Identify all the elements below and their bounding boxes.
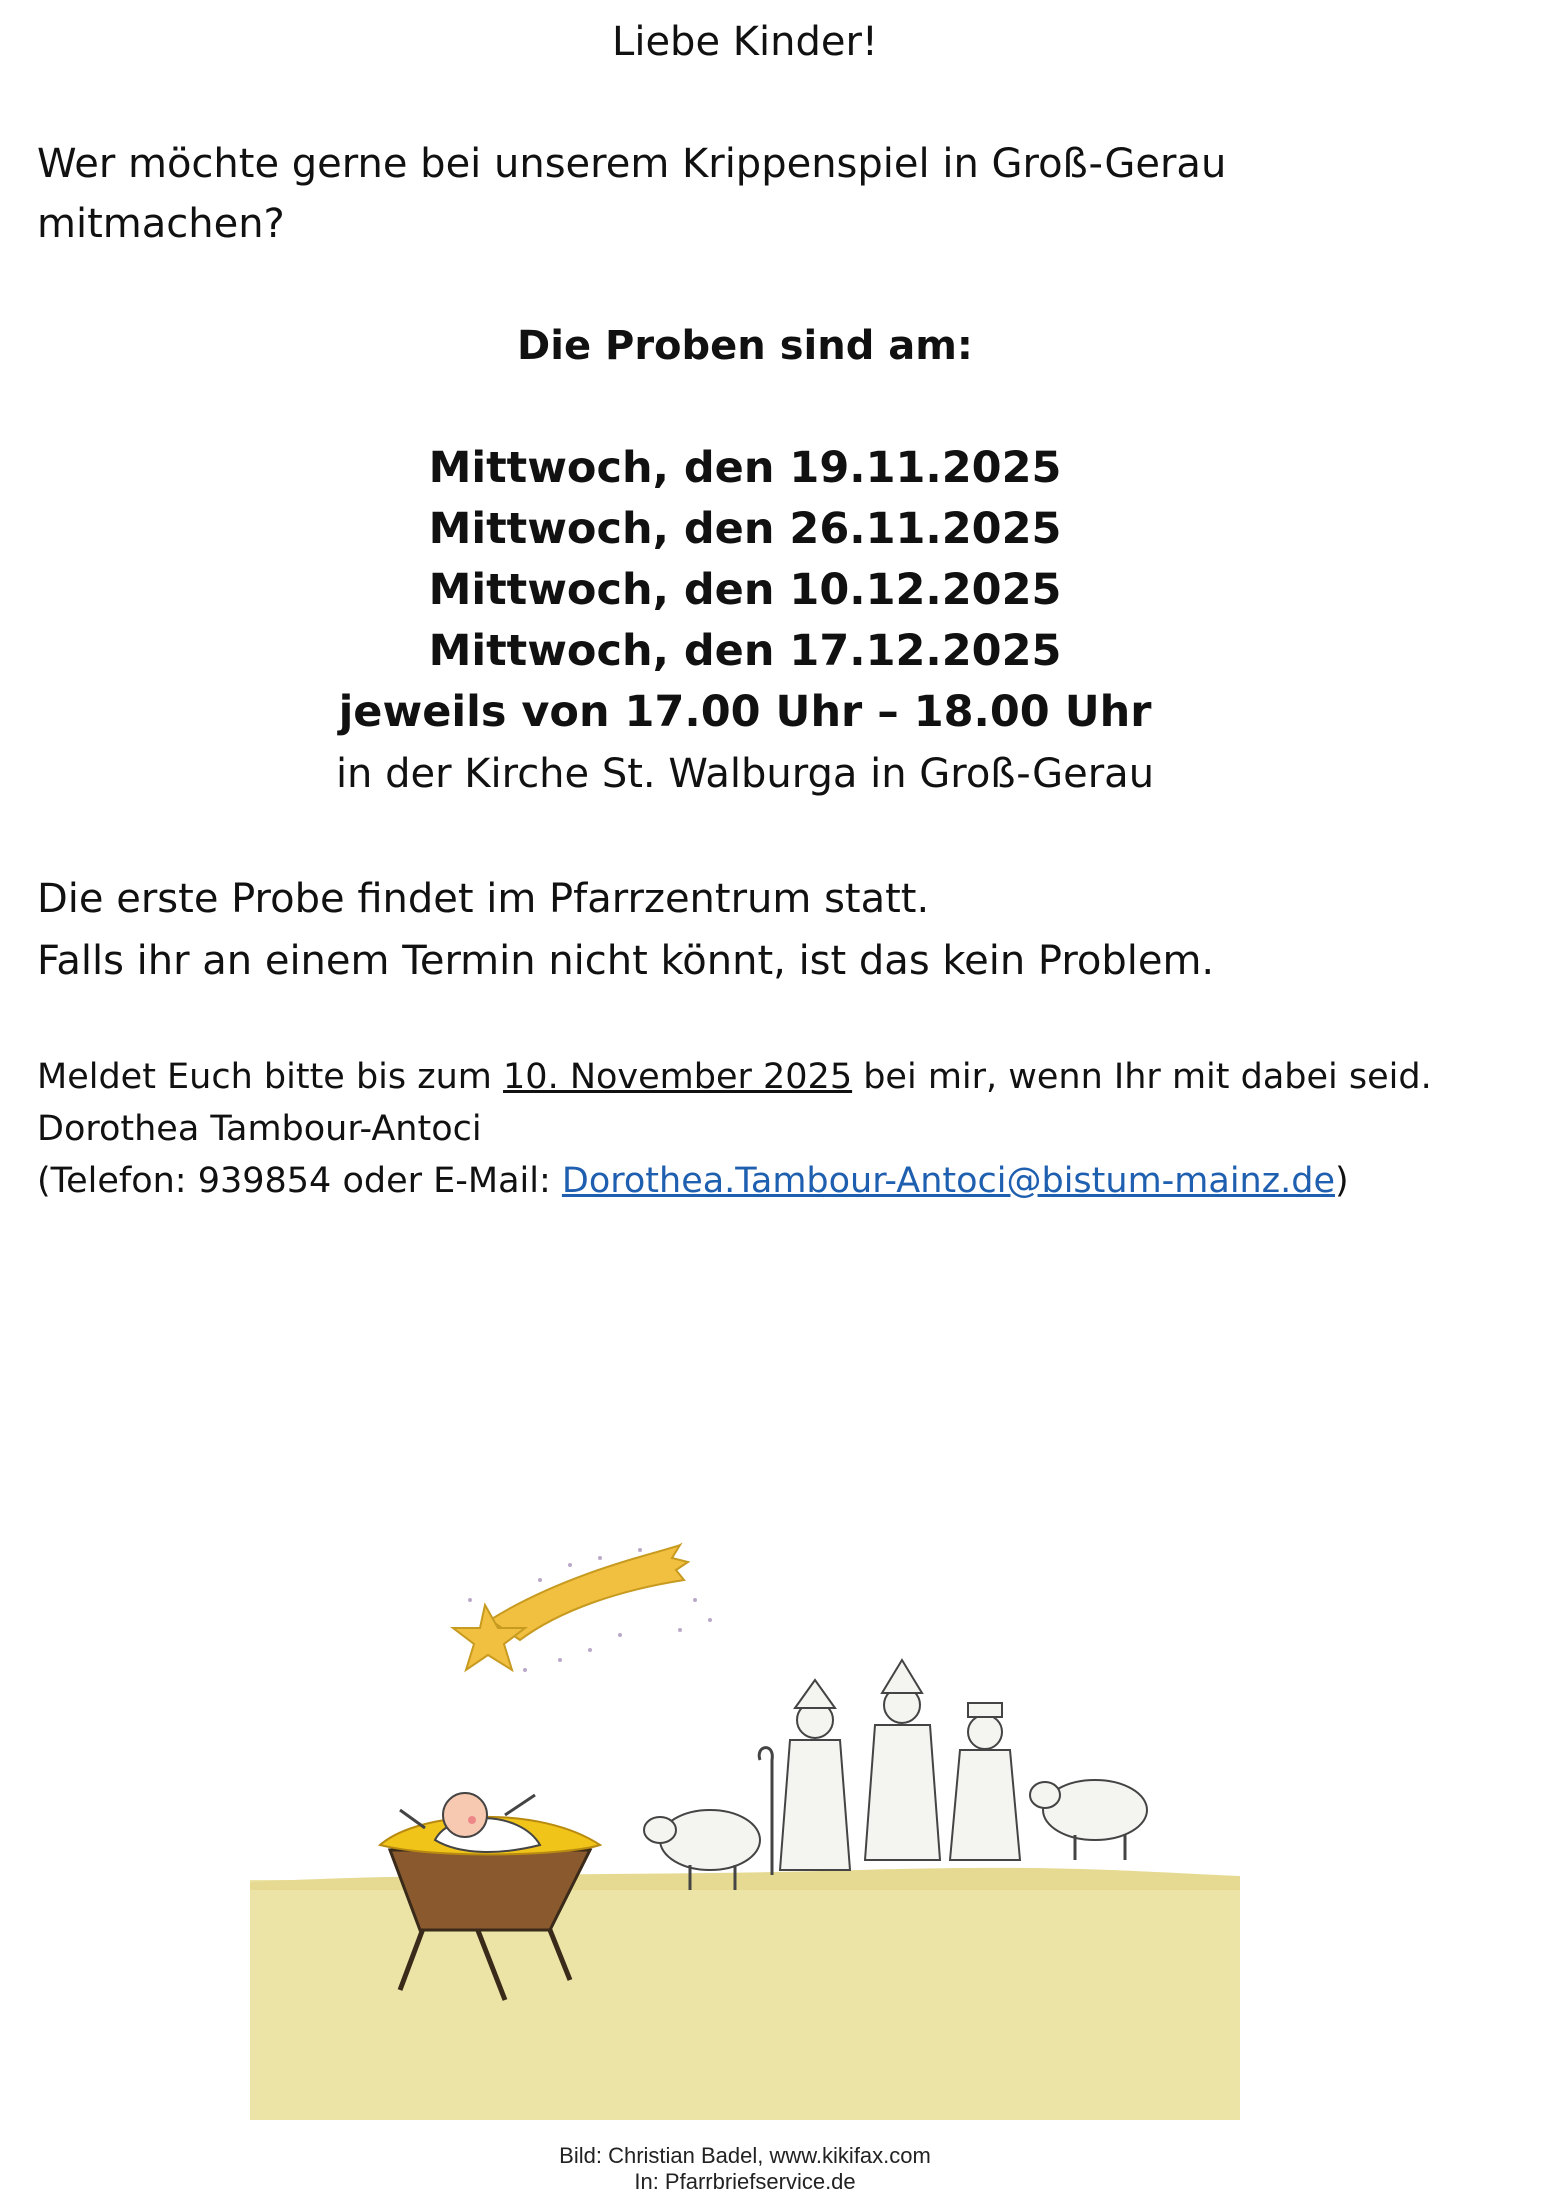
greeting: Liebe Kinder! — [612, 19, 878, 65]
contact-phone-text: (Telefon: 939854 oder E-Mail: — [37, 1161, 562, 1201]
image-credit-line-1: Bild: Christian Badel, www.kikifax.com — [559, 2143, 931, 2168]
registration-line — [37, 1055, 1432, 1099]
image-credit-line-2: In: Pfarrbriefservice.de — [634, 2169, 856, 2194]
registration-text-before: Meldet Euch bitte bis zum — [37, 1057, 504, 1097]
sheep-icon — [1030, 1780, 1147, 1860]
rehearsal-date: Mittwoch, den 10.12.2025 — [428, 565, 1062, 615]
rehearsal-date: Mittwoch, den 17.12.2025 — [428, 626, 1062, 676]
rehearsal-time: jeweils von 17.00 Uhr – 18.00 Uhr — [338, 687, 1152, 737]
shepherd-icon — [950, 1703, 1020, 1860]
rehearsal-date: Mittwoch, den 26.11.2025 — [428, 504, 1062, 554]
question-line-2: mitmachen? — [37, 201, 285, 247]
note-missing-dates: Falls ihr an einem Termin nicht könnt, ist das kein Problem. — [37, 938, 1215, 984]
nativity-scene-illustration — [240, 1510, 1250, 2120]
shepherd-icon — [759, 1680, 850, 1875]
ground — [250, 1880, 1240, 2120]
shepherd-icon — [865, 1660, 940, 1860]
rehearsal-location: in der Kirche St. Walburga in Groß-Gerau — [335, 751, 1155, 797]
star-icon — [453, 1545, 712, 1672]
rehearsal-date: Mittwoch, den 19.11.2025 — [428, 443, 1062, 493]
contact-name: Dorothea Tambour-Antoci — [37, 1109, 482, 1149]
contact-closing-paren: ) — [1334, 1161, 1349, 1201]
registration-text-after: bei mir, wenn Ihr mit dabei seid. — [852, 1057, 1432, 1097]
note-first-rehearsal: Die erste Probe findet im Pfarrzentrum statt. — [37, 876, 930, 922]
contact-email-link[interactable]: Dorothea.Tambour-Antoci@bistum-mainz.de — [561, 1161, 1335, 1201]
question-line-1: Wer möchte gerne bei unserem Krippenspiel in Groß-Gerau — [37, 141, 1227, 187]
registration-deadline: 10. November 2025 — [503, 1057, 853, 1097]
contact-line — [37, 1159, 1349, 1203]
rehearsals-heading: Die Proben sind am: — [517, 323, 973, 369]
